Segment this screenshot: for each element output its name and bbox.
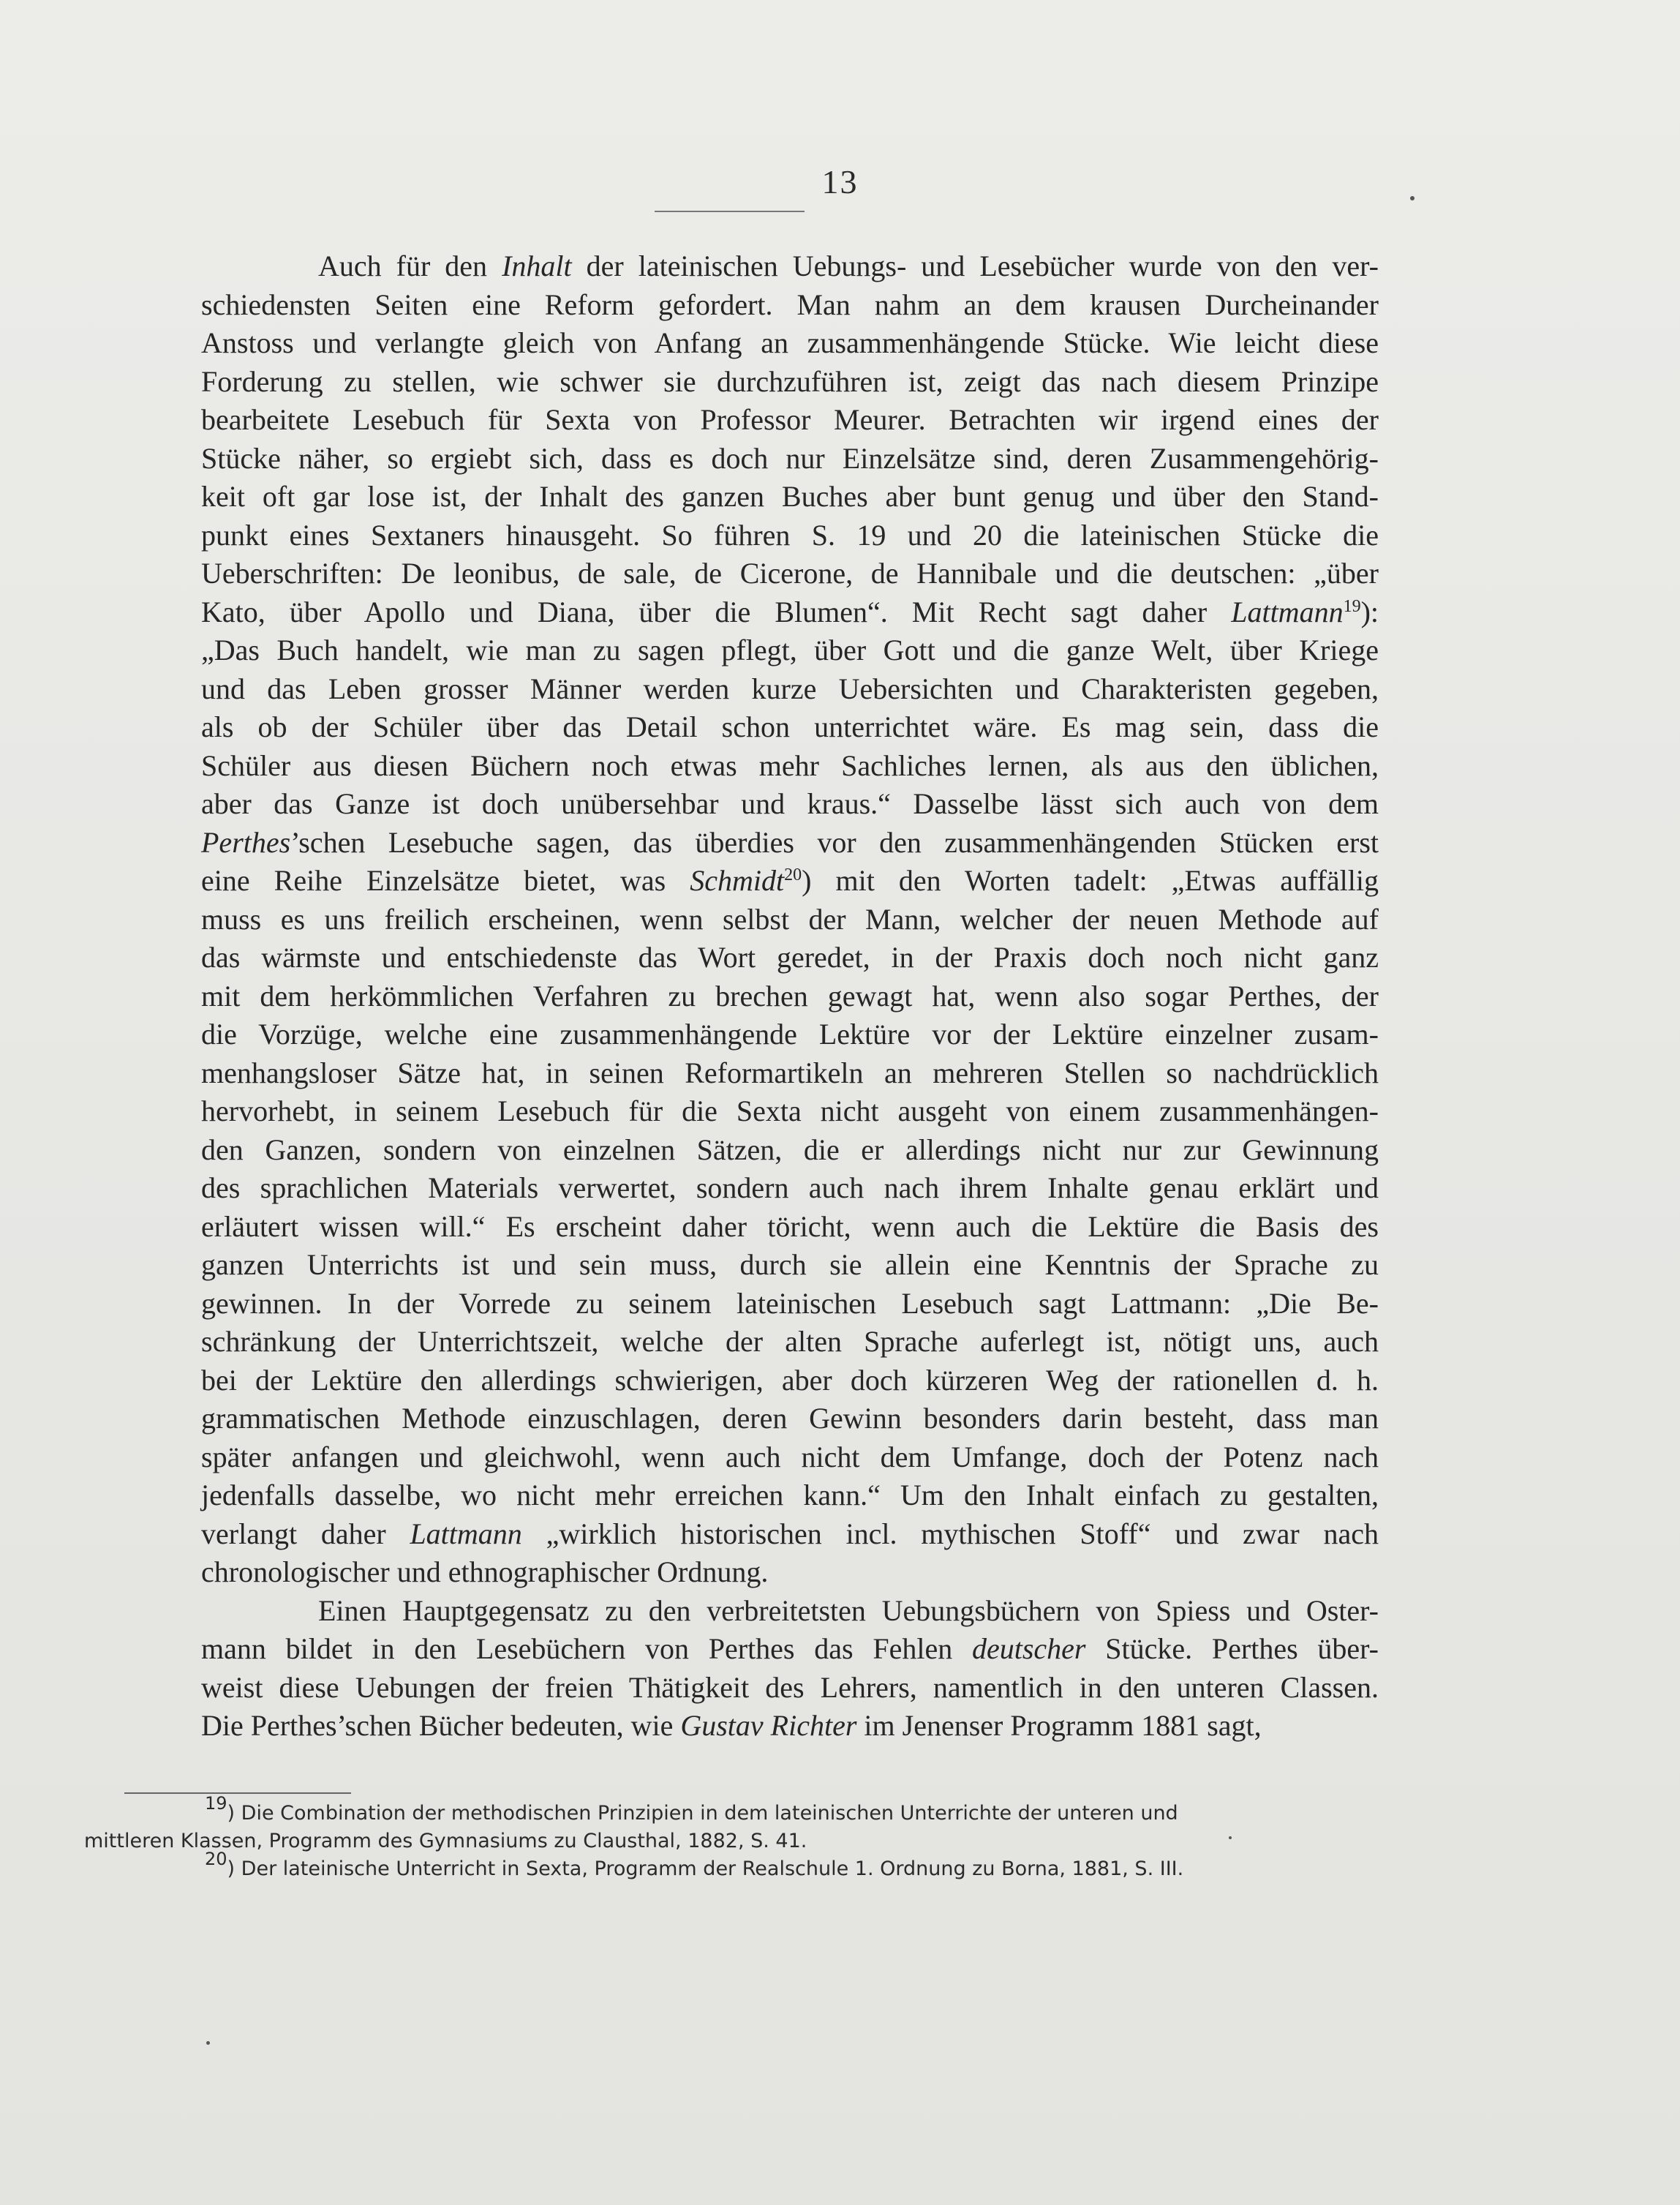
text-run: des sprachlichen Materials verwertet, sondern auch nach ihrem Inhalte genau erklärt und <box>201 1171 1379 1204</box>
text-run: ’schen Lesebuche sagen, das überdies vor den zusammenhängenden Stücken erst <box>290 825 1379 859</box>
text-line <box>84 1669 1379 1708</box>
text-run: mann bildet in den Lesebüchern von Perthes das Fehlen <box>201 1632 972 1665</box>
page-number-rule <box>655 211 805 212</box>
text-run: hervorhebt, in seinem Lesebuch für die Sexta nicht ausgeht von einem zusammenhängen- <box>201 1094 1379 1127</box>
text-line <box>84 1169 1379 1208</box>
text-line <box>84 901 1379 939</box>
paper-speck <box>1410 196 1415 200</box>
text-line <box>84 593 1379 632</box>
text-line <box>84 1553 1379 1592</box>
footnote-line: $^{20}$) Der lateinische Unterricht in Sexta, Programm der Realschule 1. Ordnung zu Borna, 1881, S. III. <box>205 1849 1184 1880</box>
text-line <box>84 1400 1379 1438</box>
text-run: „Das Buch handelt, wie man zu sagen pflegt, über Gott und die ganze Welt, über Kriege <box>201 634 1379 666</box>
text-run: Stücke näher, so ergiebt sich, dass es doch nur Einzelsätze sind, deren Zusammengehörig- <box>201 441 1379 475</box>
italic-name: Perthes <box>201 825 291 859</box>
text-line <box>84 939 1379 977</box>
italic-name: Schmidt <box>690 864 785 897</box>
text-line <box>84 1323 1379 1361</box>
text-line <box>84 286 1379 325</box>
text-run: eine Reihe Einzelsätze bietet, was <box>201 864 690 897</box>
footnote-text: Der lateinische Unterricht in Sexta, Programm der Realschule 1. Ordnung zu Borna, 1881, S. III. <box>241 1857 1184 1880</box>
footnote-text: Die Combination der methodischen Prinzipien in dem lateinischen Unterrichte der unteren und <box>241 1802 1178 1825</box>
text-line <box>84 478 1379 516</box>
text-line <box>84 401 1379 440</box>
paper-speck <box>206 2041 210 2045</box>
text-run: „wirklich historischen incl. mythischen Stoff“ und zwar nach <box>521 1517 1379 1550</box>
text-run: der lateinischen Uebungs- und Lesebücher wurde von den ver- <box>571 249 1379 282</box>
text-line <box>84 747 1379 786</box>
text-line <box>84 1515 1379 1554</box>
text-run: punkt eines Sextaners hinausgeht. So führen S. 19 und 20 die lateinischen Stücke die <box>201 518 1379 552</box>
italic-name: Lattmann <box>1231 595 1344 628</box>
page-number: 13 <box>821 163 859 200</box>
text-run: die Vorzüge, welche eine zusammenhängende Lektüre vor der Lektüre einzelner zusam- <box>201 1018 1379 1051</box>
text-run: Einen Hauptgegensatz zu den verbreitetsten Uebungsbüchern von Spiess und Oster- <box>318 1593 1379 1627</box>
text-line <box>84 555 1379 593</box>
text-run: erläutert wissen will.“ Es erscheint daher töricht, wenn auch die Lektüre die Basis des <box>201 1209 1379 1243</box>
text-run: Auch für den <box>318 249 502 282</box>
text-run: jedenfalls dasselbe, wo nicht mehr erreichen kann.“ Um den Inhalt einfach zu gestalten, <box>201 1479 1379 1511</box>
paragraph-1 <box>84 247 1379 1592</box>
text-run: im Jenenser Programm 1881 sagt, <box>856 1709 1262 1742</box>
italic-name: Gustav Richter <box>680 1709 857 1742</box>
text-line <box>84 1361 1379 1400</box>
text-line <box>84 1208 1379 1247</box>
text-run: als ob der Schüler über das Detail schon unterrichtet wäre. Es mag sein, dass die <box>201 710 1379 743</box>
text-line <box>84 247 1379 286</box>
italic-name: deutscher <box>971 1632 1086 1665</box>
text-line <box>84 440 1379 478</box>
text-line <box>84 1630 1379 1669</box>
text-line <box>84 785 1379 824</box>
footnote-line <box>84 1828 1386 1855</box>
text-run: und das Leben grosser Männer werden kurze Uebersichten und Charakteristen gegeben, <box>201 672 1379 705</box>
text-run: Ueberschriften: De leonibus, de sale, de Cicerone, de Hannibale und die deutschen: „über <box>201 557 1379 590</box>
italic-name: Lattmann <box>410 1517 522 1550</box>
text-line <box>84 1054 1379 1093</box>
text-run: aber das Ganze ist doch unübersehbar und kraus.“ Dasselbe lässt sich auch von dem <box>201 787 1379 820</box>
text-run: chronologischer und ethnographischer Ordnung. <box>201 1555 769 1588</box>
text-line <box>84 1476 1379 1515</box>
text-run: Stücke. Perthes über- <box>1085 1632 1379 1665</box>
text-run: ): <box>1360 595 1379 628</box>
text-run: grammatischen Methode einzuschlagen, deren Gewinn besonders darin besteht, dass man <box>201 1402 1379 1435</box>
footnote-ref: 20 <box>784 865 802 884</box>
footnote-ref: 19 <box>1343 596 1361 616</box>
text-line <box>84 1246 1379 1285</box>
text-run: keit oft gar lose ist, der Inhalt des ganzen Buches aber bunt genug und über den Stand- <box>201 480 1379 513</box>
footnote-mark: 20 <box>205 1849 227 1869</box>
text-line <box>84 363 1379 402</box>
text-run: Kato, über Apollo und Diana, über die Blumen“. Mit Recht sagt daher <box>201 595 1232 628</box>
text-run: schränkung der Unterrichtszeit, welche der alten Sprache auferlegt ist, nötigt uns, auch <box>201 1325 1379 1358</box>
footnote-line: $^{19}$) Die Combination der methodischen Prinzipien in dem lateinischen Unterrichte der unteren und <box>205 1793 1178 1825</box>
text-run: bei der Lektüre den allerdings schwierigen, aber doch kürzeren Weg der rationellen d. h. <box>201 1363 1379 1397</box>
text-run: Forderung zu stellen, wie schwer sie durchzuführen ist, zeigt das nach diesem Prinzipe <box>201 364 1379 398</box>
text-line <box>84 824 1379 863</box>
text-line <box>84 324 1379 363</box>
text-line <box>84 670 1379 709</box>
text-run: Schüler aus diesen Büchern noch etwas mehr Sachliches lernen, als aus den üblichen, <box>201 748 1379 782</box>
text-line <box>84 1707 1379 1746</box>
text-run: bearbeitete Lesebuch für Sexta von Professor Meurer. Betrachten wir irgend eines der <box>201 403 1379 436</box>
text-line <box>84 516 1379 555</box>
paper-speck <box>1229 1836 1232 1839</box>
footnote-text: mittleren Klassen, Programm des Gymnasiums zu Clausthal, 1882, S. 41. <box>84 1830 807 1852</box>
text-line <box>84 631 1379 670</box>
text-line <box>84 1092 1379 1131</box>
footnote-mark: 19 <box>205 1793 227 1814</box>
text-run: schiedensten Seiten eine Reform gefordert. Man nahm an dem krausen Durcheinander <box>201 288 1379 321</box>
text-line <box>84 1438 1379 1477</box>
text-run: Anstoss und verlangte gleich von Anfang an zusammenhängende Stücke. Wie leicht diese <box>201 326 1379 359</box>
text-run: das wärmste und entschiedenste das Wort geredet, in der Praxis doch noch nicht ganz <box>201 941 1379 974</box>
text-line <box>84 708 1379 747</box>
text-run: ) mit den Worten tadelt: „Etwas auffällig <box>802 864 1379 897</box>
text-line <box>84 862 1379 901</box>
footnote-rule <box>124 1792 351 1794</box>
text-line <box>84 1015 1379 1054</box>
text-line <box>84 977 1379 1016</box>
paragraph-2 <box>84 1592 1379 1746</box>
text-run: mit dem herkömmlichen Verfahren zu brechen gewagt hat, wenn also sogar Perthes, der <box>201 979 1379 1013</box>
text-line <box>84 1131 1379 1170</box>
italic-name: Inhalt <box>502 249 572 282</box>
text-run: später anfangen und gleichwohl, wenn auch nicht dem Umfange, doch der Potenz nach <box>201 1440 1379 1473</box>
text-run: Die Perthes’schen Bücher bedeuten, wie <box>201 1709 681 1742</box>
text-run: gewinnen. In der Vorrede zu seinem lateinischen Lesebuch sagt Lattmann: „Die Be- <box>201 1286 1379 1320</box>
text-run: ganzen Unterrichts ist und sein muss, durch sie allein eine Kenntnis der Sprache zu <box>201 1248 1379 1281</box>
text-run: weist diese Uebungen der freien Thätigkeit des Lehrers, namentlich in den unteren Classen. <box>201 1670 1379 1704</box>
text-line <box>84 1592 1379 1631</box>
text-run: den Ganzen, sondern von einzelnen Sätzen, die er allerdings nicht nur zur Gewinnung <box>201 1132 1379 1166</box>
footnotes <box>84 1793 1386 1883</box>
text-run: menhangsloser Sätze hat, in seinen Reformartikeln an mehreren Stellen so nachdrücklich <box>201 1056 1379 1089</box>
text-run: verlangt daher <box>201 1517 410 1550</box>
text-run: muss es uns freilich erscheinen, wenn selbst der Mann, welcher der neuen Methode auf <box>201 902 1379 936</box>
text-line <box>84 1285 1379 1323</box>
body-text <box>84 247 1379 1746</box>
